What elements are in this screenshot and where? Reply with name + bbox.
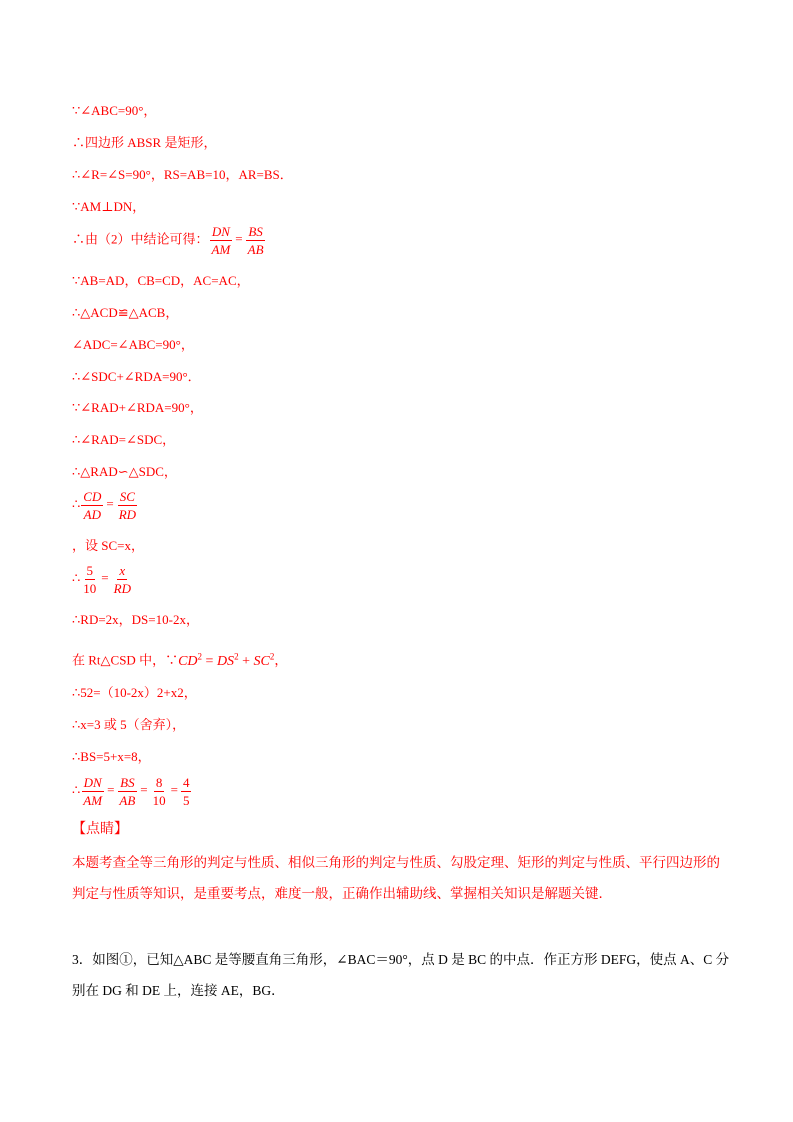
exponent: 2 <box>234 651 239 661</box>
fraction <box>151 775 168 808</box>
equation-pythagorean <box>72 648 287 670</box>
numerator: BS <box>248 224 263 239</box>
term: DS <box>216 653 235 669</box>
fraction <box>181 775 192 808</box>
solution-line: ∵AM⊥DN， <box>72 199 146 214</box>
numerator: DN <box>211 224 230 239</box>
fraction <box>117 489 138 522</box>
equals-sign: = <box>235 231 243 247</box>
equals-sign: = <box>101 570 109 586</box>
equation-prefix: ∴ <box>72 570 81 586</box>
plus-sign: + <box>242 653 250 669</box>
pythagorean-formula <box>178 651 275 669</box>
numerator: CD <box>83 489 102 504</box>
fraction <box>81 489 103 522</box>
solution-line: ∵AB=AD，CB=CD，AC=AC， <box>72 273 250 288</box>
numerator: SC <box>119 489 135 504</box>
solution-line: ∴∠SDC+∠RDA=90°． <box>72 369 201 384</box>
equation-prefix: ∴ <box>72 496 81 512</box>
solution-line: ∵∠ABC=90°， <box>72 103 157 118</box>
equation-final-ratio <box>72 775 192 808</box>
solution-line: ∴△ACD≌△ACB， <box>72 305 179 320</box>
denominator: AB <box>247 242 264 257</box>
exponent: 2 <box>269 651 275 661</box>
dianjing-heading: 【点睛】 <box>72 822 128 837</box>
equals-sign: = <box>107 782 115 798</box>
solution-line: ∴x=3 或 5（舍弃）， <box>72 717 186 732</box>
denominator: AD <box>83 507 101 522</box>
numerator: BS <box>120 775 135 790</box>
dianjing-paragraph: 本题考查全等三角形的判定与性质、相似三角形的判定与性质、勾股定理、矩形的判定与性质、平行四边形的判定与性质等知识，是重要考点，难度一般，正确作出辅助线、掌握相关知识是解题关键． <box>72 855 720 901</box>
problem-3-statement: 3．如图①，已知△ABC 是等腰直角三角形，∠BAC＝90°，点 D 是 BC 的中点．作正方形 DEFG，使点 A、C 分别在 DG 和 DE 上，连接 AE，BG． <box>72 952 730 998</box>
solution-line: ∠ADC=∠ABC=90°， <box>72 337 194 352</box>
solution-line: ，设 SC=x， <box>72 538 144 553</box>
equation-suffix: ， <box>274 652 288 668</box>
equals-sign: = <box>106 496 114 512</box>
solution-line: ∴BS=5+x=8， <box>72 749 151 764</box>
equation-prefix: ∴由（2）中结论可得： <box>72 231 209 247</box>
equals-sign: = <box>140 782 148 798</box>
term: SC <box>253 653 270 669</box>
solution-line: ∴四边形 ABSR 是矩形， <box>72 135 217 150</box>
numerator: DN <box>83 775 102 790</box>
denominator: AM <box>211 242 231 257</box>
equation-prefix: ∴ <box>72 782 81 798</box>
exponent: 2 <box>197 651 203 661</box>
numerator: 4 <box>182 775 190 790</box>
numerator: 8 <box>155 775 163 790</box>
equals-sign: = <box>170 782 178 798</box>
solution-line: ∴52=（10-2x）2+x2， <box>72 685 197 700</box>
numerator: x <box>119 563 126 578</box>
solution-line: ∵∠RAD+∠RDA=90°， <box>72 400 203 415</box>
equation-prefix: 在 Rt△CSD 中，∵ <box>72 652 179 668</box>
solution-line: ∴∠R=∠S=90°，RS=AB=10，AR=BS． <box>72 167 293 182</box>
fraction <box>81 775 104 808</box>
solution-line: ∴∠RAD=∠SDC， <box>72 432 176 447</box>
denominator: RD <box>118 507 137 522</box>
denominator: RD <box>113 581 131 596</box>
equation-ratio-1 <box>72 224 267 257</box>
denominator: 10 <box>152 793 166 808</box>
term: CD <box>178 653 198 669</box>
fraction <box>246 224 266 257</box>
denominator: 10 <box>83 581 97 596</box>
fraction <box>117 775 137 808</box>
equation-ratio-2 <box>72 489 139 522</box>
fraction <box>81 563 98 596</box>
equation-ratio-3 <box>72 563 134 596</box>
solution-line: ∴RD=2x，DS=10-2x， <box>72 612 199 627</box>
denominator: 5 <box>182 793 190 808</box>
equals-sign: = <box>205 653 214 669</box>
denominator: AB <box>119 793 136 808</box>
denominator: AM <box>83 793 103 808</box>
numerator: 5 <box>86 563 94 578</box>
fraction <box>112 563 133 596</box>
fraction <box>210 224 233 257</box>
solution-line: ∴△RAD∽△SDC， <box>72 464 177 479</box>
